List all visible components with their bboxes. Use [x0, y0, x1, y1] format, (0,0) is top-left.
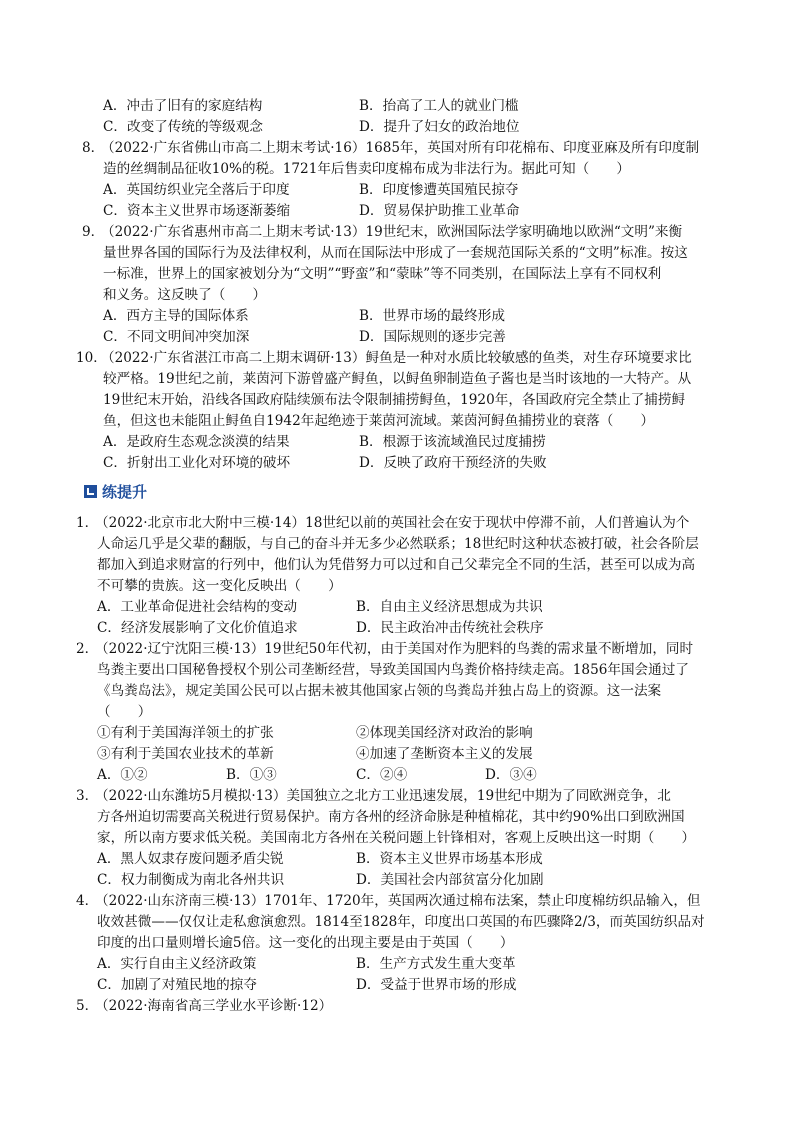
q10-stem-line: 较严格。19世纪之前，莱茵河下游曾盛产鲟鱼，以鲟鱼卵制造鱼子酱也是当时该地的一大特产。从	[103, 371, 692, 387]
q8-stem-line: 造的丝绸制品征收10%的税。1721年后售卖印度棉布成为非法行为。据此可知（ ）	[103, 161, 630, 177]
p1-stem-line: （2022·北京市北大附中三模·14）18世纪以前的英国社会在安于现状中停滞不前，人们普遍认为个	[95, 515, 690, 531]
q10-number: 10．	[76, 350, 107, 366]
p4-stem-line: 收效甚微——仅仅让走私愈演愈烈。1814至1828年，印度出口英国的布匹骤降2/3，而英国纺织品对	[97, 914, 705, 930]
p2-option-a[interactable]: A．①②	[97, 767, 148, 783]
q9-stem-line: 和义务。这反映了（ ）	[103, 287, 267, 303]
p2-stem-line: （ ）	[97, 704, 152, 720]
q10-stem-line: 鱼，但这也未能阻止鲟鱼自1942年起绝迹于莱茵河流域。莱茵河鲟鱼捕捞业的衰落（ ）	[103, 413, 655, 429]
q9-option-b[interactable]: B．世界市场的最终形成	[359, 308, 505, 324]
p2-statement-1: ①有利于美国海洋领土的扩张	[97, 725, 274, 741]
p1-option-c[interactable]: C．经济发展影响了文化价值追求	[97, 620, 298, 636]
q10-stem-line: （2022·广东省湛江市高二上期末调研·13）鲟鱼是一种对水质比较敏感的鱼类，对生存环境要求比	[101, 350, 692, 366]
p2-stem-line: （2022·辽宁沈阳三模·13）19世纪50年代初，由于美国对作为肥料的鸟粪的需求量不断增加，同时	[95, 641, 694, 657]
q9-option-a[interactable]: A．西方主导的国际体系	[103, 308, 249, 324]
q8-stem-line: （2022·广东省佛山市高二上期末考试·16）1685年，英国对所有印花棉布、印度亚麻及所有印度制	[101, 140, 700, 156]
q7-option-c[interactable]: C．改变了传统的等级观念	[103, 119, 263, 135]
q10-option-d[interactable]: D．反映了政府干预经济的失败	[359, 455, 547, 471]
q7-option-d[interactable]: D．提升了妇女的政治地位	[359, 119, 520, 135]
section-header	[84, 481, 147, 502]
p2-stem-line: 鸟粪主要出口国秘鲁授权个别公司垄断经营，导致美国国内鸟粪价格持续走高。1856年国会通过了	[97, 662, 689, 678]
p3-option-b[interactable]: B．资本主义世界市场基本形成	[356, 851, 543, 867]
p4-option-b[interactable]: B．生产方式发生重大变革	[356, 956, 516, 972]
p3-option-d[interactable]: D．美国社会内部贫富分化加剧	[356, 872, 544, 888]
q7-option-b[interactable]: B．抬高了工人的就业门槛	[359, 98, 519, 114]
q9-stem-line: 一标准，世界上的国家被划分为“文明”“野蛮”和“蒙昧”等不同类别，在国际法上享有不同权利	[103, 266, 662, 282]
p2-option-b[interactable]: B．①③	[226, 767, 277, 783]
p4-stem-line: 印度的出口量则增长逾5倍。这一变化的出现主要是由于英国（ ）	[97, 935, 514, 951]
p1-option-b[interactable]: B．自由主义经济思想成为共识	[356, 599, 543, 615]
q8-option-b[interactable]: B．印度惨遭英国殖民掠夺	[359, 182, 519, 198]
p2-statement-4: ④加速了垄断资本主义的发展	[356, 746, 533, 762]
p3-stem-line: 方各州迫切需要高关税进行贸易保护。南方各州的经济命脉是种植棉花，其中约90%出口到欧洲国	[97, 809, 685, 825]
section-icon	[84, 485, 97, 498]
p4-option-d[interactable]: D．受益于世界市场的形成	[356, 977, 517, 993]
q8-option-c[interactable]: C．资本主义世界市场逐渐萎缩	[103, 203, 291, 219]
p2-statement-3: ③有利于美国农业技术的革新	[97, 746, 274, 762]
p2-statement-2: ②体现美国经济对政治的影响	[356, 725, 533, 741]
p3-stem-line: 家，所以南方要求低关税。美国南北方各州在关税问题上针锋相对，客观上反映出这一时期（ ）	[97, 830, 696, 846]
p4-option-c[interactable]: C．加剧了对殖民地的掠夺	[97, 977, 257, 993]
p3-option-c[interactable]: C．权力制衡成为南北各州共识	[97, 872, 285, 888]
q8-option-d[interactable]: D．贸易保护助推工业革命	[359, 203, 520, 219]
q9-option-d[interactable]: D．国际规则的逐步完善	[359, 329, 506, 345]
q10-option-b[interactable]: B．根源于该流域渔民过度捕捞	[359, 434, 546, 450]
p4-option-a[interactable]: A．实行自由主义经济政策	[97, 956, 257, 972]
q8-number: 8．	[82, 140, 105, 156]
p1-option-d[interactable]: D．民主政治冲击传统社会秩序	[356, 620, 544, 636]
q10-option-a[interactable]: A．是政府生态观念淡漠的结果	[103, 434, 290, 450]
p3-number: 3．	[76, 788, 99, 804]
p1-stem-line: 都加入到追求财富的行列中，他们认为凭借努力可以过和自己父辈完全不同的生活，甚至可以成为高	[97, 557, 696, 573]
p2-number: 2．	[76, 641, 99, 657]
p1-number: 1．	[76, 515, 99, 531]
p1-option-a[interactable]: A．工业革命促进社会结构的变动	[97, 599, 298, 615]
q9-number: 9．	[82, 224, 105, 240]
p2-option-c[interactable]: C．②④	[356, 767, 408, 783]
p4-number: 4．	[76, 893, 99, 909]
q9-option-c[interactable]: C．不同文明间冲突加深	[103, 329, 250, 345]
q10-stem-line: 19世纪末开始，沿线各国政府陆续颁布法令限制捕捞鲟鱼，1920年，各国政府完全禁止了捕捞鲟	[103, 392, 686, 408]
p1-stem-line: 人命运几乎是父辈的翻版，与自己的奋斗并无多少必然联系；18世纪时这种状态被打破，社会各阶层	[97, 536, 699, 552]
section-title: 练提升	[102, 483, 148, 501]
q9-stem-line: （2022·广东省惠州市高二上期末考试·13）19世纪末，欧洲国际法学家明确地以欧洲“文明”来衡	[101, 224, 683, 240]
p4-stem-line: （2022·山东济南三模·13）1701年、1720年，英国两次通过棉布法案，禁止印度棉纺织品输入，但	[95, 893, 701, 909]
q8-option-a[interactable]: A．英国纺织业完全落后于印度	[103, 182, 290, 198]
p2-stem-line: 《鸟粪岛法》，规定美国公民可以占据未被其他国家占领的鸟粪岛并独占岛上的资源。这一法案	[97, 683, 662, 699]
p3-stem-line: （2022·山东潍坊5月模拟·13）美国独立之北方工业迅速发展，19世纪中期为了同欧洲竞争，北	[95, 788, 671, 804]
p3-option-a[interactable]: A．黑人奴隶存废问题矛盾尖锐	[97, 851, 284, 867]
q7-option-a[interactable]: A．冲击了旧有的家庭结构	[103, 98, 263, 114]
q9-stem-line: 量世界各国的国际行为及法律权利，从而在国际法中形成了一套规范国际关系的“文明”标准。按这	[103, 245, 688, 261]
p2-option-d[interactable]: D．③④	[485, 767, 537, 783]
q10-option-c[interactable]: C．折射出工业化对环境的破坏	[103, 455, 291, 471]
p5-number: 5．	[76, 998, 99, 1014]
p5-stem-line: （2022·海南省高三学业水平诊断·12）	[95, 998, 333, 1014]
p1-stem-line: 不可攀的贵族。这一变化反映出（ ）	[97, 578, 342, 594]
